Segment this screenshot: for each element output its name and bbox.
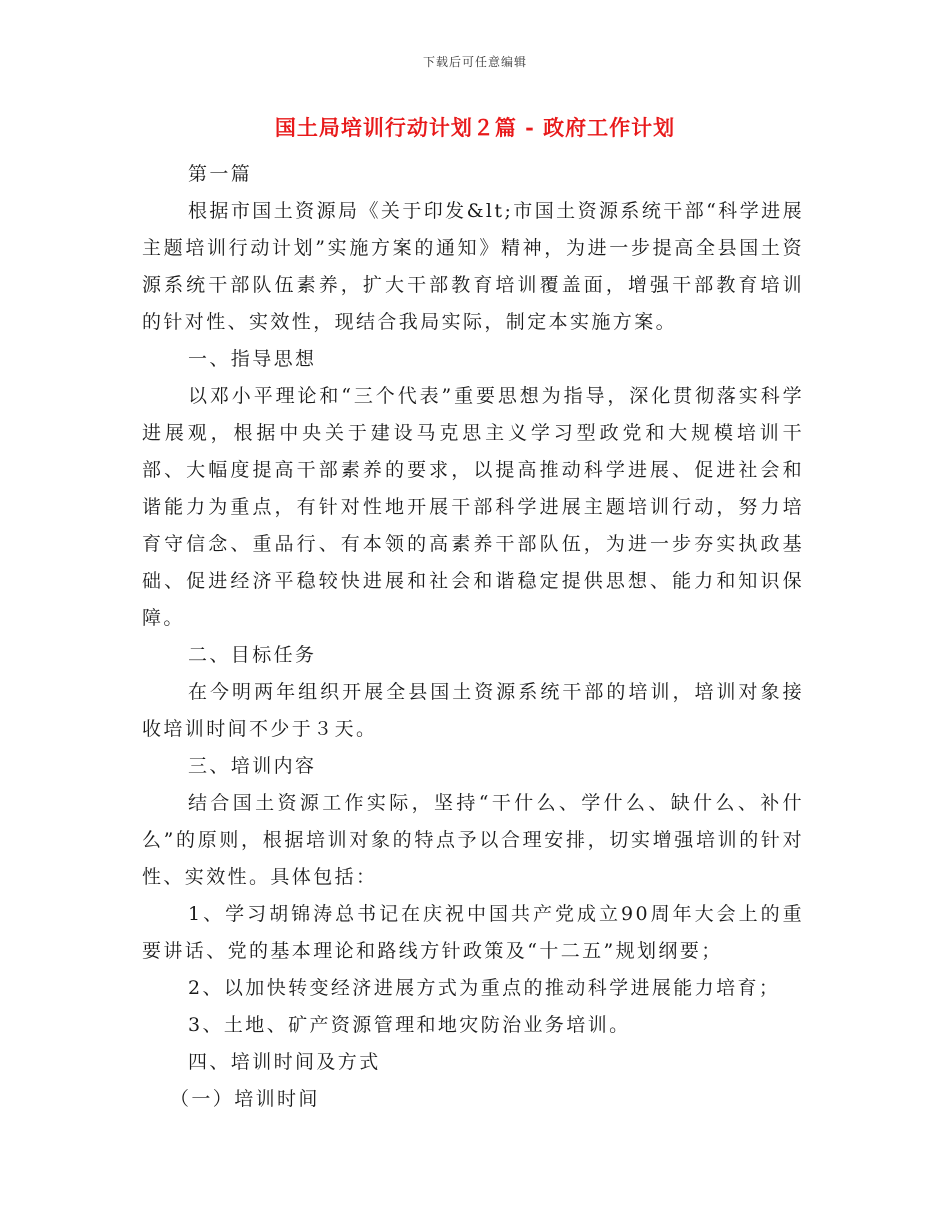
- heading-training-content: 三、培训内容: [188, 755, 317, 777]
- paragraph-guiding-ideology: 以邓小平理论和“三个代表”重要思想为指导，深化贯彻落实科学进展观，根据中央关于建设马克思主义学习型政党和大规模培训干部、大幅度提高干部素养的要求，以提高推动科学进展、促进社会和谐能力为重点，有针对性地开展干部科学进展主题培训行动，努力培育守信念、重品行、有本领的高素养干部队伍，为进一步夯实执政基础、促进经济平稳较快进展和社会和谐稳定提供思想、能力和知识保障。: [142, 385, 804, 629]
- list-item-content-2: 2、以加快转变经济进展方式为重点的推动科学进展能力培育；: [188, 977, 781, 999]
- paragraph-goals-tasks: 在今明两年组织开展全县国土资源系统干部的培训，培训对象接收培训时间不少于３天。: [142, 681, 804, 740]
- document-title: 国土局培训行动计划２篇 - 政府工作计划: [274, 115, 676, 140]
- heading-goals-tasks: 二、目标任务: [188, 644, 317, 666]
- intro-paragraph: 根据市国土资源局《关于印发&lt;市国土资源系统干部“科学进展主题培训行动计划”实施方案的通知》精神，为进一步提高全县国土资源系统干部队伍素养，扩大干部教育培训覆盖面，增强干部教育培训的针对性、实效性，现结合我局实际，制定本实施方案。: [142, 200, 805, 333]
- document-body: [142, 156, 804, 1118]
- subheading-training-time: （一）培训时间: [170, 1088, 320, 1110]
- heading-time-method: 四、培训时间及方式: [188, 1051, 381, 1073]
- heading-guiding-ideology: 一、指导思想: [188, 348, 317, 370]
- paragraph-training-content: 结合国土资源工作实际，坚持“干什么、学什么、缺什么、补什么”的原则，根据培训对象的特点予以合理安排，切实增强培训的针对性、实效性。具体包括：: [142, 792, 804, 888]
- list-item-content-1: 1、学习胡锦涛总书记在庆祝中国共产党成立90周年大会上的重要讲话、党的基本理论和路线方针政策及“十二五”规划纲要；: [142, 903, 804, 962]
- list-item-content-3: 3、土地、矿产资源管理和地灾防治业务培训。: [188, 1014, 631, 1036]
- section-label-part-one: 第一篇: [188, 163, 253, 185]
- header-note: 下载后可任意编辑: [422, 55, 527, 69]
